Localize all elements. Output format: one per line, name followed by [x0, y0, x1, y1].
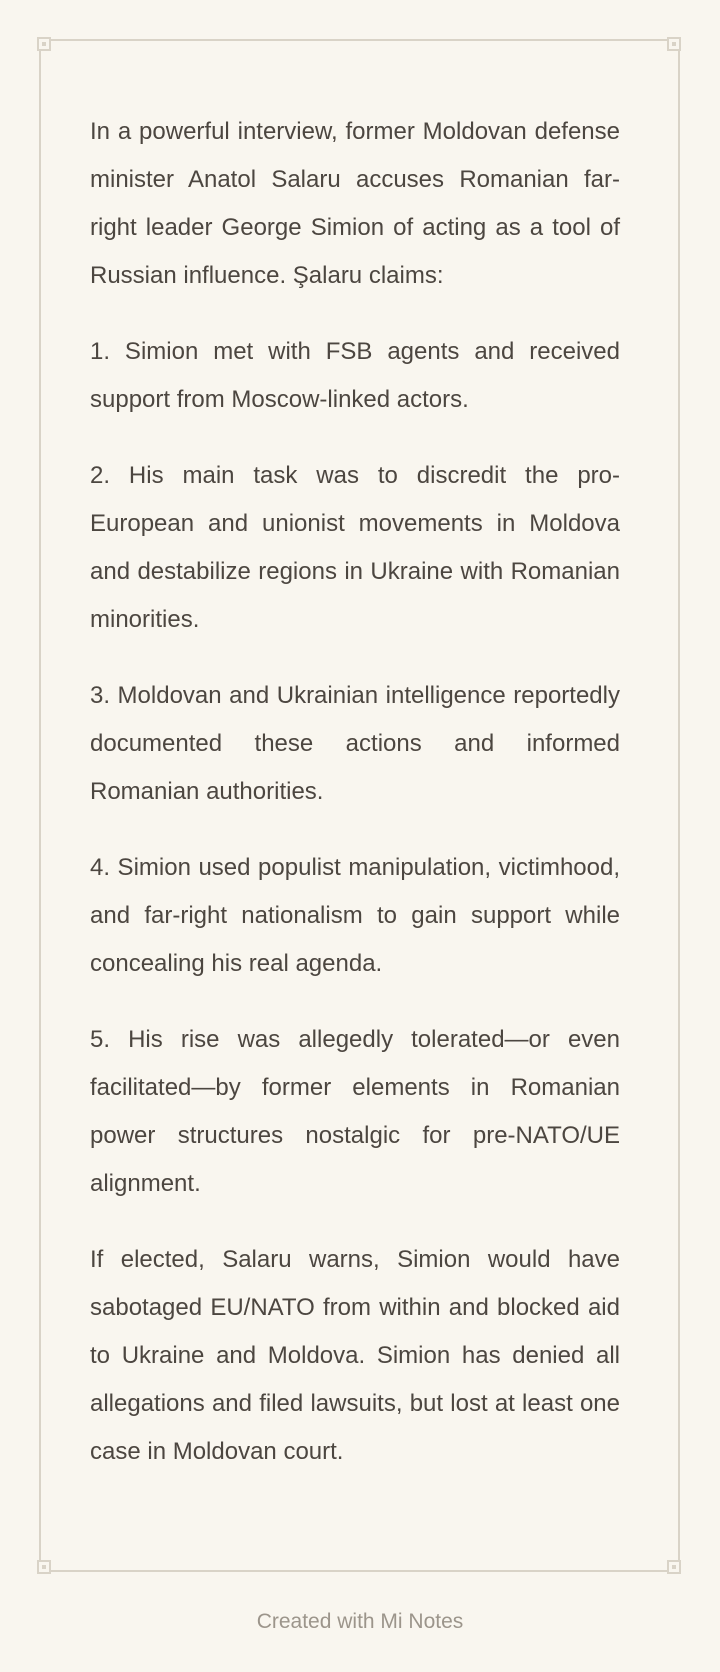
corner-ornament-bottom-left — [37, 1560, 51, 1574]
note-paragraph-claim-2: 2. His main task was to discredit the pro-European and unionist movements in Moldova and destabilize regions in Ukraine with Romanian minorities. — [90, 462, 620, 633]
note-paragraph-claim-3: 3. Moldovan and Ukrainian intelligence reportedly documented these actions and informed Romanian authorities. — [90, 682, 620, 805]
corner-ornament-bottom-right — [667, 1560, 681, 1574]
note-paragraph-conclusion: If elected, Salaru warns, Simion would have sabotaged EU/NATO from within and blocked aid to Ukraine and Moldova. Simion has denied all allegations and filed lawsuits, but lost at least one case in Moldovan court. — [90, 1246, 620, 1465]
note-body — [90, 108, 620, 1504]
corner-ornament-top-left — [37, 37, 51, 51]
footer-watermark: Created with Mi Notes — [256, 1610, 464, 1633]
note-paragraph-claim-4: 4. Simion used populist manipulation, victimhood, and far-right nationalism to gain support while concealing his real agenda. — [90, 854, 620, 977]
note-paragraph-claim-5: 5. His rise was allegedly tolerated—or even facilitated—by former elements in Romanian power structures nostalgic for pre-NATO/UE alignment. — [90, 1026, 620, 1197]
note-paragraph-claim-1: 1. Simion met with FSB agents and received support from Moscow-linked actors. — [90, 338, 620, 413]
note-paragraph-intro: In a powerful interview, former Moldovan defense minister Anatol Salaru accuses Romanian far-right leader George Simion of acting as a tool of Russian influence. Şalaru claims: — [90, 118, 620, 289]
corner-ornament-top-right — [667, 37, 681, 51]
